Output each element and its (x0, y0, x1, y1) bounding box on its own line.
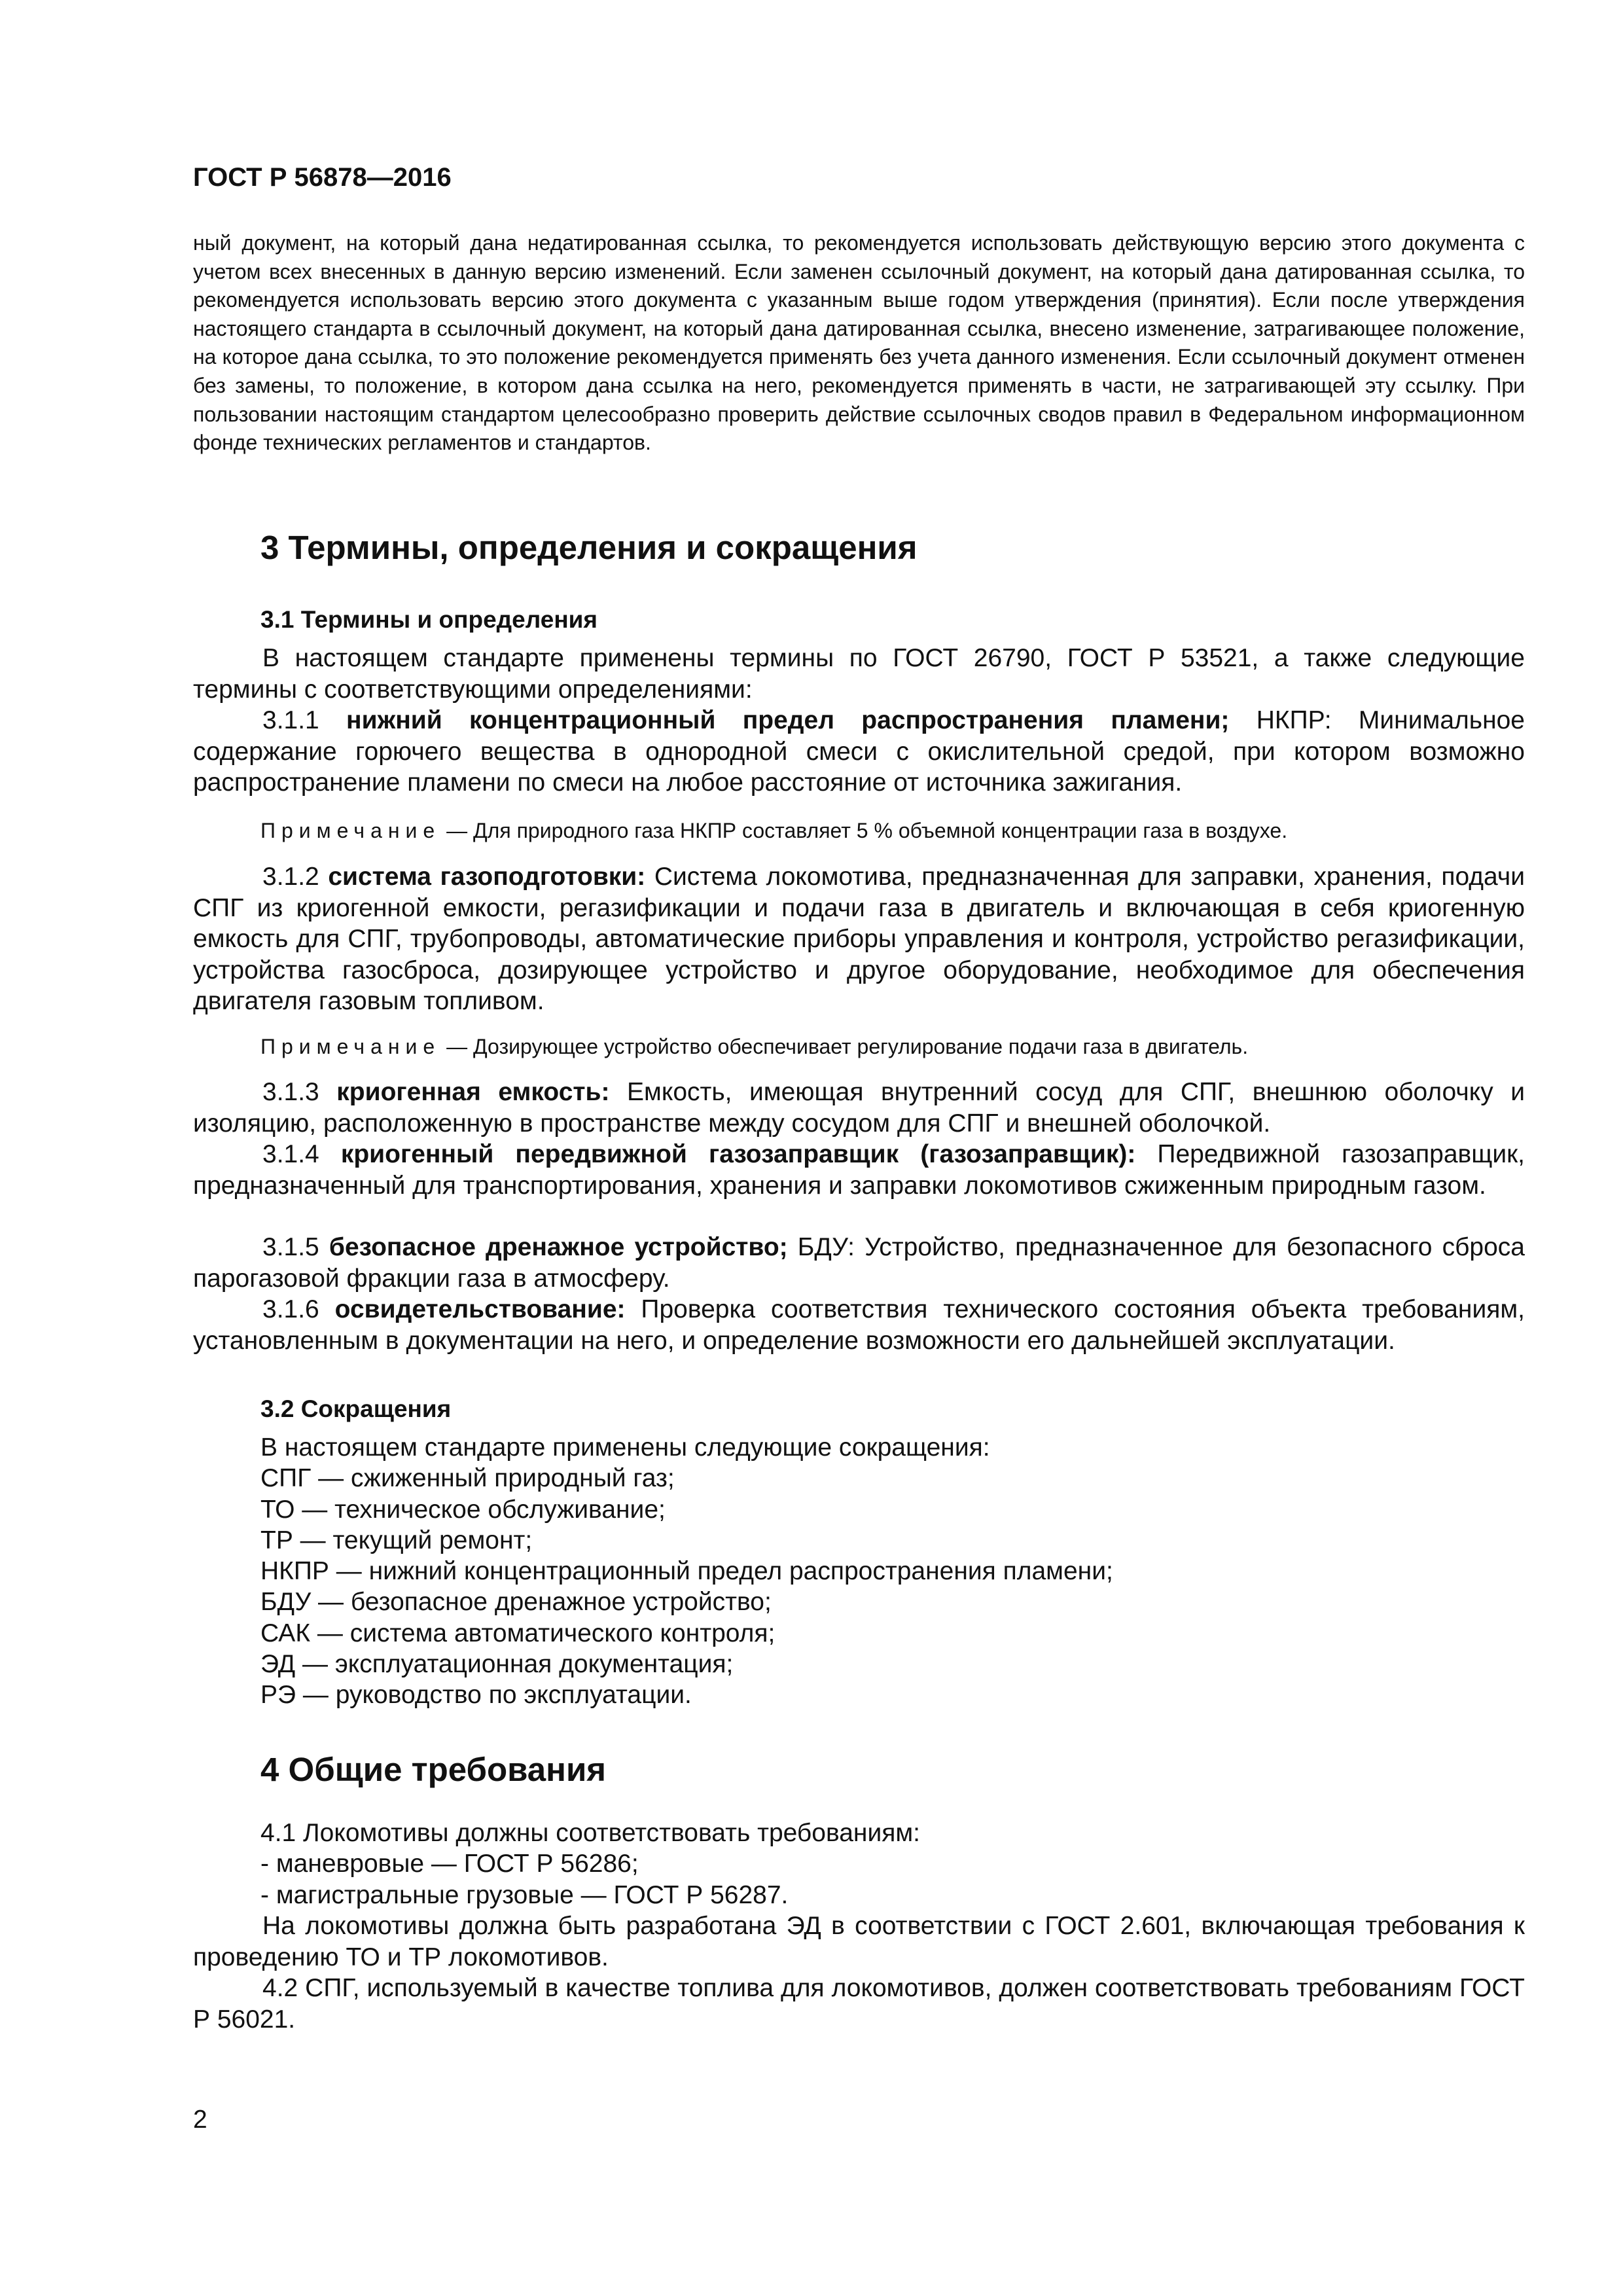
term-definition: Система локомотива, предназначенная для заправки, хранения, подачи СПГ из криогенной емкости, регазификации и подачи газа в двигатель и включающая в себя криогенную емкость для СПГ, трубопроводы, автоматические приборы управления и контроля, устройство регазификации, устройства газосброса, дозирующее устройство и другое оборудование, необходимое для обеспечения двигателя газовым топливом. (193, 863, 1525, 1015)
list-item: БДУ — безопасное дренажное устройство; (260, 1588, 772, 1617)
list-item: СПГ — сжиженный природный газ; (260, 1464, 675, 1493)
note-1 (260, 816, 1287, 845)
note-label: Примечание (260, 1035, 441, 1058)
abbreviations-list (260, 1432, 1113, 1711)
term-name: безопасное дренажное устройство; (329, 1233, 788, 1261)
requirements-list (260, 1818, 920, 1910)
term-name: система газоподготовки: (328, 863, 646, 891)
term-name: криогенная емкость: (336, 1078, 610, 1106)
paragraph-ed: На локомотивы должна быть разработана ЭД в соответствии с ГОСТ 2.601, включающая требования к проведению ТО и ТР локомотивов. (193, 1912, 1525, 1971)
document-header: ГОСТ Р 56878—2016 (193, 163, 452, 192)
note-text: — Для природного газа НКПР составляет 5 % объемной концентрации газа в воздухе. (440, 819, 1288, 842)
paragraph-4-2: 4.2 СПГ, используемый в качестве топлива для локомотивов, должен соответствовать требованиям ГОСТ Р 56021. (193, 1974, 1525, 2034)
term-number: 3.1.5 (262, 1233, 329, 1261)
list-item: - маневровые — ГОСТ Р 56286; (260, 1850, 639, 1878)
term-3-1-2 (193, 861, 1525, 1017)
subsection-3-1-intro: В настоящем стандарте применены термины по ГОСТ 26790, ГОСТ Р 53521, а также следующие термины с соответствующими определениями: (193, 644, 1525, 704)
term-definition: Проверка соответствия технического состояния объекта требованиям, установленным в документации на него, и определение возможности его дальнейшей эксплуатации. (193, 1295, 1525, 1355)
term-3-1-3 (193, 1077, 1525, 1139)
term-3-1-5 (193, 1232, 1525, 1294)
list-item: НКПР — нижний концентрационный предел распространения пламени; (260, 1557, 1113, 1586)
intro-paragraph: ный документ, на который дана недатированная ссылка, то рекомендуется использовать действующую версию этого документа с учетом всех внесенных в данную версию изменений. Если заменен ссылочный документ, на который дана датированная ссылка, то рекомендуется использовать версию этого документа с указанным выше годом утверждения (принятия). Если после утверждения настоящего стандарта в ссылочный документ, на который дана датированная ссылка, внесено изменение, затрагивающее положение, на которое дана ссылка, то это положение рекомендуется применять без учета данного изменения. Если ссылочный документ отменен без замены, то положение, в котором дана ссылка на него, рекомендуется применять в части, не затрагивающей эту ссылку. При пользовании настоящим стандартом целесообразно проверить действие ссылочных сводов правил в Федеральном информационном фонде технических регламентов и стандартов. (193, 231, 1525, 455)
term-name: освидетельствование: (334, 1295, 626, 1323)
term-definition: Передвижной газозаправщик, предназначенный для транспортирования, хранения и заправки локомотивов сжиженным природным газом. (193, 1140, 1525, 1200)
section-3-title: 3 Термины, определения и сокращения (260, 529, 918, 566)
note-text: — Дозирующее устройство обеспечивает регулирование подачи газа в двигатель. (440, 1035, 1249, 1058)
term-number: 3.1.4 (262, 1140, 341, 1168)
term-3-1-1 (193, 705, 1525, 798)
term-number: 3.1.3 (262, 1078, 337, 1106)
term-3-1-6 (193, 1294, 1525, 1356)
list-item: - магистральные грузовые — ГОСТ Р 56287. (260, 1880, 789, 1909)
list-item: ТР — текущий ремонт; (260, 1526, 533, 1554)
term-name: криогенный передвижной газозаправщик (газозаправщик): (340, 1140, 1136, 1168)
term-definition: Емкость, имеющая внутренний сосуд для СПГ, внешнюю оболочку и изоляцию, расположенную в пространстве между сосудом для СПГ и внешней оболочкой. (193, 1078, 1525, 1138)
section-4-title: 4 Общие требования (260, 1751, 607, 1788)
list-item: САК — система автоматического контроля; (260, 1619, 776, 1647)
term-definition: БДУ: Устройство, предназначенное для безопасного сброса парогазовой фракции газа в атмосферу. (193, 1233, 1525, 1293)
list-item: РЭ — руководство по эксплуатации. (260, 1681, 692, 1710)
paragraph-4-1: 4.1 Локомотивы должны соответствовать требованиям: (260, 1819, 921, 1847)
term-definition: НКПР: Минимальное содержание горючего вещества в однородной смеси с окислительной средой, при котором возможно распространение пламени по смеси на любое расстояние от источника зажигания. (193, 706, 1525, 797)
page-number: 2 (193, 2106, 207, 2134)
term-number: 3.1.6 (262, 1295, 335, 1323)
list-item: ЭД — эксплуатационная документация; (260, 1650, 734, 1679)
abbreviations-intro: В настоящем стандарте применены следующие сокращения: (260, 1433, 990, 1462)
note-label: Примечание (260, 819, 441, 842)
subsection-3-1-title: 3.1 Термины и определения (260, 606, 598, 633)
term-name: нижний концентрационный предел распространения пламени; (346, 706, 1230, 734)
note-2 (260, 1032, 1248, 1061)
list-item: ТО — техническое обслуживание; (260, 1495, 666, 1524)
term-number: 3.1.1 (262, 706, 347, 734)
term-3-1-4 (193, 1139, 1525, 1201)
subsection-3-2-title: 3.2 Сокращения (260, 1395, 452, 1422)
term-number: 3.1.2 (262, 863, 329, 891)
